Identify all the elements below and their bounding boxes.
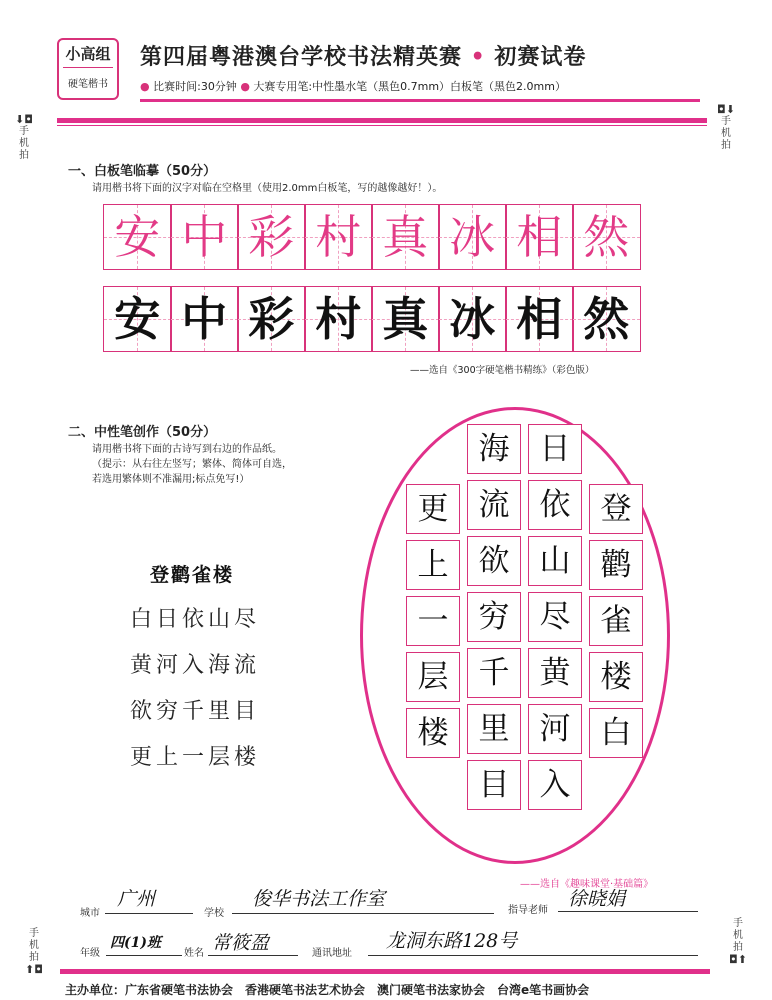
answer-cell[interactable] <box>505 286 574 352</box>
answer-cell[interactable] <box>103 286 172 352</box>
answer-cell[interactable] <box>304 286 373 352</box>
model-char: 村 <box>315 210 362 264</box>
teacher-field[interactable] <box>558 876 698 912</box>
instruction-line: 请用楷书将下面的古诗写到右边的作品纸。 <box>92 444 282 455</box>
work-char: 山 <box>539 543 571 579</box>
section2-heading: 二、中性笔创作（50分） <box>68 425 217 440</box>
work-char: 依 <box>539 487 571 523</box>
address-value: 龙洞东路128号 <box>386 930 518 952</box>
model-cell <box>304 204 373 270</box>
exam-pens: 大赛专用笔:中性墨水笔（黑色0.7mm）白板笔（黑色2.0mm） <box>253 80 566 93</box>
work-char: 穷 <box>478 599 510 635</box>
model-char: 冰 <box>449 210 496 264</box>
camera-icon: ◘⬇ <box>717 103 735 116</box>
scan-mark-bottom-right <box>728 918 748 966</box>
camera-icon: ◘⬆ <box>729 953 747 966</box>
group-badge <box>57 38 119 100</box>
written-char: 然 <box>583 292 630 346</box>
grade-field[interactable] <box>106 928 182 956</box>
section2-instruction <box>92 442 292 487</box>
work-char: 楼 <box>417 715 449 751</box>
name-field[interactable] <box>208 924 298 956</box>
model-grid <box>103 204 651 270</box>
scan-mark-top-left <box>14 114 34 162</box>
answer-grid <box>103 286 651 352</box>
header-thin-rule <box>57 125 707 126</box>
work-char: 上 <box>417 547 449 583</box>
answer-cell[interactable] <box>237 286 306 352</box>
name-value: 常筱盈 <box>212 932 270 954</box>
section1-source: ——选自《300字硬笔楷书精练》（彩色版） <box>410 365 595 376</box>
work-char: 河 <box>539 711 571 747</box>
work-char: 里 <box>478 711 510 747</box>
city-value: 广州 <box>117 888 156 910</box>
model-char: 彩 <box>248 210 295 264</box>
written-char: 真 <box>382 292 429 346</box>
city-label: 城市 <box>80 908 100 919</box>
scan-label: 手机拍 <box>29 928 39 963</box>
footer-rule <box>60 969 710 974</box>
scan-label: 手机拍 <box>733 918 743 953</box>
work-char: 鹳 <box>600 547 632 583</box>
written-char: 安 <box>114 292 161 346</box>
page-title <box>140 40 586 71</box>
poem-line: 黄河入海流 <box>130 653 261 678</box>
work-char: 层 <box>417 659 449 695</box>
grade-label: 年级 <box>80 948 100 959</box>
exam-time: 比赛时间:30分钟 <box>153 80 237 93</box>
poem-line: 更上一层楼 <box>130 745 261 770</box>
work-char: 更 <box>417 491 449 527</box>
model-cell <box>237 204 306 270</box>
answer-cell[interactable] <box>572 286 641 352</box>
work-char: 一 <box>417 603 449 639</box>
instruction-line: （提示：从右往左竖写；繁体、简体可自选， <box>92 459 292 470</box>
badge-group-text: 小高组 <box>65 45 111 63</box>
model-cell <box>572 204 641 270</box>
poem-line: 欲穷千里目 <box>130 699 261 724</box>
model-char: 安 <box>114 210 161 264</box>
work-char: 流 <box>478 487 510 523</box>
work-char: 海 <box>478 431 510 467</box>
school-label: 学校 <box>204 908 224 919</box>
written-char: 相 <box>516 292 563 346</box>
model-cell <box>438 204 507 270</box>
work-char: 目 <box>478 767 510 803</box>
answer-cell[interactable] <box>371 286 440 352</box>
model-cell <box>505 204 574 270</box>
organizers: 主办单位：广东省硬笔书法协会 香港硬笔书法艺术协会 澳门硬笔书法家协会 台湾e笔书画协会 <box>65 983 590 997</box>
work-char: 尽 <box>539 599 571 635</box>
model-cell <box>371 204 440 270</box>
exam-info <box>140 78 566 94</box>
work-char: 白 <box>600 715 632 751</box>
scan-mark-bottom-left <box>24 928 44 976</box>
section1-heading: 一、白板笔临摹（50分） <box>68 164 217 179</box>
city-field[interactable] <box>105 878 193 914</box>
bullet-icon: ● <box>240 80 250 93</box>
written-char: 村 <box>315 292 362 346</box>
badge-category-text: 硬笔楷书 <box>68 79 108 90</box>
bullet-icon: ● <box>140 80 150 93</box>
work-paper-oval <box>360 407 670 864</box>
answer-cell[interactable] <box>170 286 239 352</box>
work-char: 雀 <box>600 603 632 639</box>
address-field[interactable] <box>368 920 698 956</box>
written-char: 中 <box>181 292 228 346</box>
camera-icon: ⬆◘ <box>25 963 43 976</box>
model-cell <box>170 204 239 270</box>
work-char: 欲 <box>478 543 510 579</box>
name-label: 姓名 <box>184 948 204 959</box>
work-char: 登 <box>600 491 632 527</box>
grade-value: 四(1)班 <box>110 935 161 951</box>
school-value: 俊华书法工作室 <box>252 888 386 910</box>
title-dot: • <box>462 44 495 70</box>
address-label: 通讯地址 <box>312 948 352 959</box>
model-char: 相 <box>516 210 563 264</box>
title-main: 第四届粤港澳台学校书法精英赛 <box>140 44 463 70</box>
work-char: 楼 <box>600 659 632 695</box>
poem-line: 白日依山尽 <box>130 607 261 632</box>
model-cell <box>103 204 172 270</box>
poem-title: 登鹳雀楼 <box>150 564 235 586</box>
written-char: 彩 <box>248 292 295 346</box>
school-field[interactable] <box>232 878 494 914</box>
written-char: 冰 <box>449 292 496 346</box>
model-char: 然 <box>583 210 630 264</box>
work-char: 千 <box>478 655 510 691</box>
scan-label: 手机拍 <box>19 126 29 161</box>
model-char: 中 <box>181 210 228 264</box>
work-char: 入 <box>539 767 571 803</box>
instruction-line: 若选用繁体则不准漏用;标点免写!） <box>92 474 250 485</box>
work-char: 日 <box>539 431 571 467</box>
model-char: 真 <box>382 210 429 264</box>
teacher-label: 指导老师 <box>508 905 548 916</box>
section1-instruction: 请用楷书将下面的汉字对临在空格里（使用2.0mm白板笔，写的越像越好！）。 <box>92 183 443 194</box>
scan-label: 手机拍 <box>721 116 731 151</box>
badge-divider <box>63 67 113 68</box>
camera-icon: ⬇◘ <box>15 113 33 126</box>
teacher-value: 徐晓娟 <box>568 888 626 910</box>
work-char: 黄 <box>539 655 571 691</box>
header-rule <box>140 99 700 102</box>
header-thick-rule <box>57 118 707 123</box>
title-suffix: 初赛试卷 <box>494 44 587 70</box>
answer-cell[interactable] <box>438 286 507 352</box>
section2-source: ——选自《趣味课堂·基础篇》 <box>520 879 654 890</box>
scan-mark-top-right <box>716 104 736 152</box>
